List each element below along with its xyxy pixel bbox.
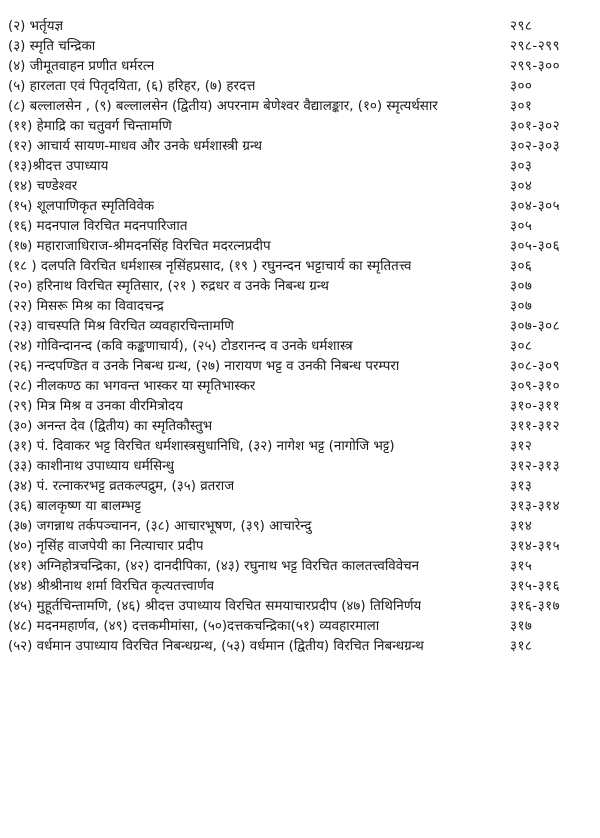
toc-entry-title: (२४) गोविन्दानन्द (कवि कङ्कणाचार्य), (२५) टोडरानन्द व उनके धर्मशास्त्र <box>8 339 353 355</box>
toc-entry <box>8 617 598 637</box>
toc-entry <box>8 137 598 157</box>
toc-entry-title: (४८) मदनमहार्णव, (४९) दत्तकमीमांसा, (५०)दत्तकचन्द्रिका(५१) व्यवहारमाला <box>8 619 380 635</box>
toc-entry <box>8 337 598 357</box>
toc-entry <box>8 277 598 297</box>
toc-entry <box>8 237 598 257</box>
toc-entry <box>8 57 598 77</box>
toc-entry <box>8 417 598 437</box>
toc-entry <box>8 297 598 317</box>
toc-entry-pages: ३०४ <box>510 179 533 195</box>
toc-entry-title: (१४) चण्डेश्वर <box>8 179 78 195</box>
toc-entry-pages: ३१६-३१७ <box>510 599 561 615</box>
toc-entry-pages: ३१२-३१३ <box>510 459 561 475</box>
toc-entry <box>8 437 598 457</box>
toc-entry <box>8 577 598 597</box>
toc-entry-pages: ३०९-३१० <box>510 379 561 395</box>
toc-entry <box>8 517 598 537</box>
toc-entry-pages: ३१५-३१६ <box>510 579 561 595</box>
toc-entry-title: (३७) जगन्नाथ तर्कपञ्चानन, (३८) आचारभूषण, (३९) आचारेन्दु <box>8 519 312 535</box>
toc-entry-title: (२६) नन्दपण्डित व उनके निबन्ध ग्रन्थ, (२७) नारायण भट्ट व उनकी निबन्ध परम्परा <box>8 359 400 375</box>
toc-entry <box>8 377 598 397</box>
toc-entry-title: (८) बल्लालसेन , (९) बल्लालसेन (द्वितीय) अपरनाम बेणेश्वर वैद्यालङ्कार, (१०) स्मृत्यर्थसार <box>8 99 438 115</box>
toc-entry-pages: ३०६ <box>510 259 533 275</box>
toc-entry-title: (१२) आचार्य सायण-माधव और उनके धर्मशास्त्री ग्रन्थ <box>8 139 263 155</box>
toc-entry-title: (२९) मित्र मिश्र व उनका वीरमित्रोदय <box>8 399 184 415</box>
toc-entry <box>8 497 598 517</box>
toc-entry-pages: ३०० <box>510 79 533 95</box>
toc-entry-pages: ३१४-३१५ <box>510 539 561 555</box>
toc-entry <box>8 477 598 497</box>
toc-entry-title: (२) भर्तृयज्ञ <box>8 19 64 34</box>
toc-entry <box>8 257 598 277</box>
toc-entry-title: (२३) वाचस्पति मिश्र विरचित व्यवहारचिन्तामणि <box>8 319 234 335</box>
toc-entry <box>8 397 598 417</box>
toc-entry-title: (२०) हरिनाथ विरचित स्मृतिसार, (२१ ) रुद्रधर व उनके निबन्ध ग्रन्थ <box>8 279 329 295</box>
toc-entry-pages: ३०५ <box>510 219 533 235</box>
toc-entry-pages: ३१२ <box>510 439 533 455</box>
toc-entry <box>8 117 598 137</box>
toc-entry-title: (५) हारलता एवं पितृदयिता, (६) हरिहर, (७) हरदत्त <box>8 79 256 95</box>
toc-entry-title: (३६) बालकृष्ण या बालम्भट्ट <box>8 499 142 515</box>
toc-entry-title: (३४) पं. रत्नाकरभट्ट व्रतकल्पद्रुम, (३५) व्रतराज <box>8 479 235 495</box>
toc-entry-pages: ३०८ <box>510 339 533 355</box>
toc-entry-title: (२२) मिसरू मिश्र का विवादचन्द्र <box>8 299 164 315</box>
toc-entry-pages: ३०१-३०२ <box>510 119 561 135</box>
toc-entry-title: (४१) अग्निहोत्रचन्द्रिका, (४२) दानदीपिका, (४३) रघुनाथ भट्ट विरचित कालतत्त्वविवेचन <box>8 559 420 575</box>
toc-entry-pages: २९९-३०० <box>510 59 561 75</box>
toc-entry-pages: ३१५ <box>510 559 533 575</box>
toc-entry-pages: ३०४-३०५ <box>510 199 561 215</box>
toc-entry-title: (१३)श्रीदत्त उपाध्याय <box>8 159 109 175</box>
toc-entry-title: (४५) मुहूर्तचिन्तामणि, (४६) श्रीदत्त उपाध्याय विरचित समयाचारप्रदीप (४७) तिथिनिर्णय <box>8 599 422 615</box>
toc-entry-pages: ३१४ <box>510 519 533 535</box>
toc-entry <box>8 357 598 377</box>
toc-entry-title: (३१) पं. दिवाकर भट्ट विरचित धर्मशास्त्रसुधानिधि, (३२) नागेश भट्ट (नागोजि भट्ट) <box>8 439 395 455</box>
toc-entry-title: (१५) शूलपाणिकृत स्मृतिविवेक <box>8 199 155 215</box>
toc-entry <box>8 557 598 577</box>
toc-entry-pages: ३१०-३११ <box>510 399 561 415</box>
toc-entry-title: (४०) नृसिंह वाजपेयी का नित्याचार प्रदीप <box>8 539 204 555</box>
toc-entry <box>8 77 598 97</box>
toc-entry <box>8 597 598 617</box>
toc-entry-pages: ३१३-३१४ <box>510 499 561 515</box>
toc-entry-pages: ३१८ <box>510 639 533 655</box>
toc-entry-pages: ३१३ <box>510 479 533 495</box>
toc-entry-title: (४४) श्रीश्रीनाथ शर्मा विरचित कृत्यतत्त्वार्णव <box>8 579 215 595</box>
toc-entry-pages: ३०७-३०८ <box>510 319 561 335</box>
toc-entry-pages: ३०५-३०६ <box>510 239 561 255</box>
toc-entry-pages: ३०१ <box>510 99 533 115</box>
toc-entry <box>8 537 598 557</box>
toc-entry-title: (३) स्मृति चन्द्रिका <box>8 39 96 55</box>
toc-entry-pages: ३०८-३०९ <box>510 359 561 375</box>
toc-entry <box>8 37 598 57</box>
table-of-contents <box>8 17 598 658</box>
toc-entry-title: (१८ ) दलपति विरचित धर्मशास्त्र नृसिंहप्रसाद, (१९ ) रघुनन्दन भट्टाचार्य का स्मृतितत्त्व <box>8 259 412 275</box>
toc-entry <box>8 457 598 477</box>
toc-entry <box>8 157 598 177</box>
toc-entry-pages: ३०३ <box>510 159 533 175</box>
toc-entry-title: (२८) नीलकण्ठ का भगवन्त भास्कर या स्मृतिभास्कर <box>8 379 256 395</box>
toc-entry-pages: ३०७ <box>510 299 533 315</box>
toc-entry-pages: ३१७ <box>510 619 533 635</box>
toc-entry <box>8 637 598 657</box>
toc-entry-title: (३३) काशीनाथ उपाध्याय धर्मसिन्धु <box>8 459 175 475</box>
toc-entry-title: (१६) मदनपाल विरचित मदनपारिजात <box>8 219 188 235</box>
toc-entry-title: (१७) महाराजाधिराज-श्रीमदनसिंह विरचित मदरत्नप्रदीप <box>8 239 271 255</box>
toc-entry-title: (३०) अनन्त देव (द्वितीय) का स्मृतिकौस्तुभ <box>8 419 213 435</box>
toc-entry-title: (५२) वर्धमान उपाध्याय विरचित निबन्धग्रन्थ, (५३) वर्धमान (द्वितीय) विरचित निबन्धग्रन्थ <box>8 639 424 655</box>
toc-entry <box>8 217 598 237</box>
toc-entry-pages: २९८-२९९ <box>510 39 561 55</box>
toc-entry <box>8 197 598 217</box>
toc-entry <box>8 97 598 117</box>
toc-entry <box>8 17 598 37</box>
toc-entry-pages: ३०७ <box>510 279 533 295</box>
toc-entry-pages: ३०२-३०३ <box>510 139 561 155</box>
toc-entry-title: (११) हेमाद्रि का चतुवर्ग चिन्तामणि <box>8 119 172 135</box>
toc-entry-pages: ३११-३१२ <box>510 419 561 435</box>
toc-entry <box>8 177 598 197</box>
toc-entry-pages: २९८ <box>510 19 533 34</box>
toc-entry <box>8 317 598 337</box>
toc-entry-title: (४) जीमूतवाहन प्रणीत धर्मरत्न <box>8 59 155 75</box>
